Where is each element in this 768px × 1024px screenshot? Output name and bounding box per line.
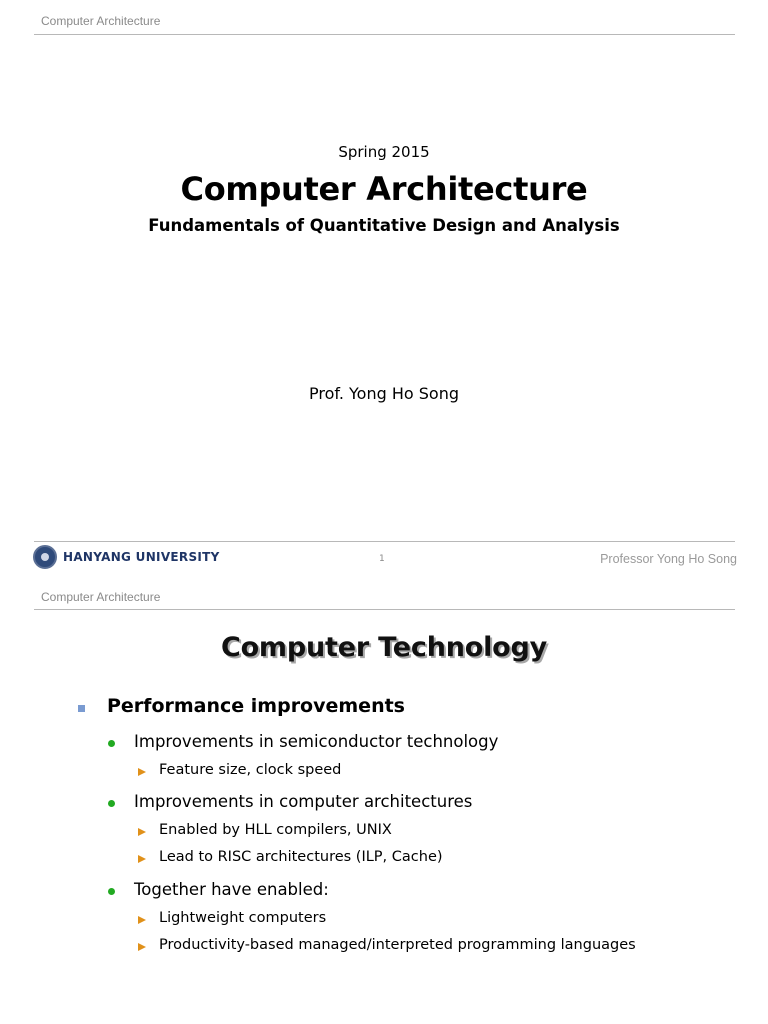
- footer-author: Professor Yong Ho Song: [600, 552, 737, 566]
- dot-bullet-icon: [108, 740, 115, 747]
- triangle-bullet-icon: [138, 855, 146, 863]
- triangle-bullet-icon: [138, 943, 146, 951]
- list-item: Lead to RISC architectures (ILP, Cache): [159, 849, 443, 865]
- list-item: Feature size, clock speed: [159, 762, 342, 778]
- triangle-bullet-icon: [138, 768, 146, 776]
- list-item: Productivity-based managed/interpreted programming languages: [159, 937, 636, 953]
- author-name: Prof. Yong Ho Song: [309, 384, 459, 403]
- square-bullet-icon: [78, 705, 85, 712]
- dot-bullet-icon: [108, 888, 115, 895]
- triangle-bullet-icon: [138, 828, 146, 836]
- slide-title: Computer Technology: [220, 632, 548, 663]
- list-item: Performance improvements: [107, 695, 405, 717]
- list-item: Lightweight computers: [159, 910, 327, 926]
- list-item: Together have enabled:: [134, 880, 329, 899]
- list-item: Improvements in computer architectures: [134, 792, 473, 811]
- header-rule: [34, 34, 735, 35]
- semester-label: Spring 2015: [338, 143, 430, 161]
- content-slide: [0, 584, 768, 1024]
- page-number: 1: [379, 554, 385, 564]
- triangle-bullet-icon: [138, 916, 146, 924]
- logo-text: HANYANG UNIVERSITY: [63, 550, 220, 564]
- running-header: Computer Architecture: [41, 590, 161, 604]
- slide-subtitle: Fundamentals of Quantitative Design and Analysis: [148, 216, 620, 235]
- list-item: Improvements in semiconductor technology: [134, 732, 499, 751]
- slide-title: Computer Architecture: [180, 170, 588, 208]
- dot-bullet-icon: [108, 800, 115, 807]
- footer-rule: [34, 541, 735, 542]
- list-item: Enabled by HLL compilers, UNIX: [159, 822, 392, 838]
- running-header: Computer Architecture: [41, 14, 161, 28]
- university-logo: [33, 545, 220, 569]
- university-seal-icon: [33, 545, 57, 569]
- header-rule: [34, 609, 735, 610]
